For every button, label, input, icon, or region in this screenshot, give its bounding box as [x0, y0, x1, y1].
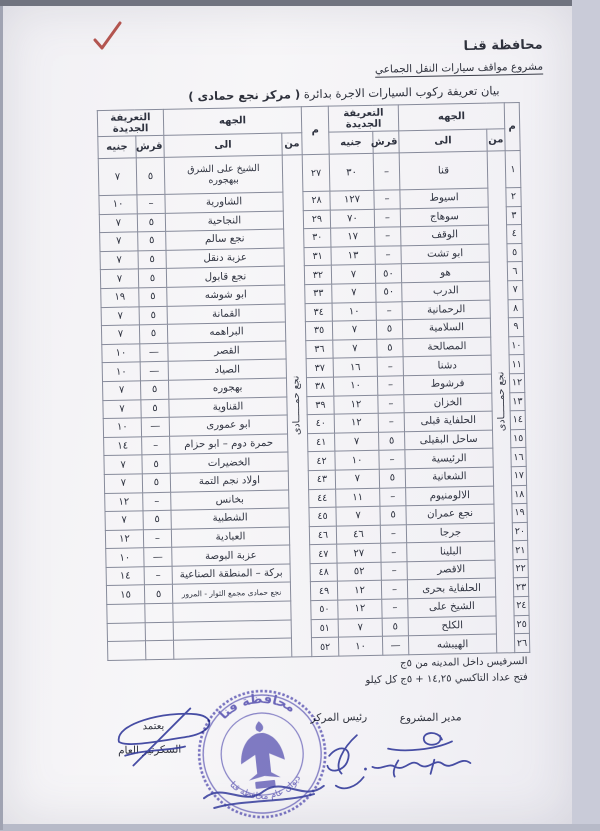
- pounds-cell-right: ١٦: [333, 358, 377, 377]
- piasters-cell-right: –: [375, 246, 401, 265]
- piasters-cell-right: –: [377, 376, 403, 395]
- pounds-cell-right: ٢٧: [337, 544, 381, 563]
- piasters-cell-left: –: [143, 492, 171, 511]
- pounds-cell-left: ١٠: [102, 362, 140, 381]
- row-number-cell-right: ١١: [509, 355, 524, 374]
- destination-cell-left: البراهمه: [167, 322, 285, 343]
- governorate-title: محافظة قنـا: [463, 37, 543, 55]
- destination-cell-right: نجع عمران: [406, 504, 494, 524]
- piasters-cell-right: –: [375, 227, 401, 246]
- row-number-cell-right: ١٦: [511, 448, 526, 467]
- col-header-piasters-right: قرش: [373, 131, 399, 153]
- piasters-cell-right: ٥٠: [375, 264, 401, 283]
- row-number-cell-left: ٣٠: [304, 228, 331, 247]
- pounds-cell-right: ٧: [333, 339, 377, 358]
- destination-cell-right: الرئيسية: [405, 448, 493, 468]
- col-header-side-left: الجهه: [163, 107, 301, 136]
- col-header-piasters-left: قرش: [136, 135, 164, 158]
- piasters-cell-right: –: [377, 357, 403, 376]
- piasters-cell-right: –: [381, 543, 407, 562]
- piasters-cell-right: ٥: [380, 506, 406, 525]
- pounds-cell-right: ١١: [336, 488, 380, 507]
- pounds-cell-right: ٤٦: [336, 525, 380, 544]
- piasters-cell-left: —: [141, 417, 169, 436]
- piasters-cell-left: ٥: [139, 324, 167, 343]
- row-number-cell-right: ٢٦: [514, 634, 529, 653]
- piasters-cell-left: [145, 640, 173, 659]
- piasters-cell-right: –: [378, 394, 404, 413]
- destination-cell-left: الشطبية: [171, 508, 289, 529]
- destination-cell-right: الكلح: [408, 616, 496, 636]
- destination-cell-right: الهيبشه: [408, 634, 496, 654]
- row-number-cell-left: ٣٢: [304, 266, 331, 285]
- row-number-cell-left: ٢٧: [302, 154, 330, 192]
- destination-cell-right: هو: [401, 262, 489, 282]
- from-vertical-text-right: نجع حمــــــادى: [494, 371, 508, 432]
- pounds-cell-left: ٧: [103, 399, 141, 418]
- destination-cell-right: قنا: [399, 151, 488, 190]
- piasters-cell-left: ٥: [136, 157, 165, 195]
- row-number-cell-right: ١: [505, 150, 521, 187]
- pounds-cell-right: ١٢: [338, 599, 382, 618]
- row-number-cell-left: ٤٨: [310, 563, 337, 582]
- row-number-cell-left: ٣٩: [307, 396, 334, 415]
- row-number-cell-right: ٢٠: [512, 522, 527, 541]
- row-number-cell-left: ٥٠: [311, 600, 338, 619]
- piasters-cell-right: ٥: [377, 339, 403, 358]
- piasters-cell-left: ٥: [143, 510, 171, 529]
- pounds-cell-left: ٧: [102, 381, 140, 400]
- pounds-cell-right: ١٢: [334, 413, 378, 432]
- destination-cell-left: القصر: [168, 341, 286, 362]
- piasters-cell-right: –: [381, 562, 407, 581]
- pounds-cell-left: ١٤: [104, 437, 142, 456]
- row-number-cell-right: ٧: [508, 280, 523, 299]
- title-text: بيان تعريفة ركوب السيارات الاجرة بدائرة: [303, 83, 500, 102]
- destination-cell-right: جرجا: [406, 523, 494, 543]
- row-number-cell-left: ٤٦: [309, 526, 336, 545]
- center-head-label: رئيس المركز: [310, 711, 368, 725]
- col-header-tariff-left: التعريفة الجديدة: [97, 109, 164, 136]
- row-number-cell-left: ٣٣: [305, 284, 332, 303]
- pounds-cell-right: ٧: [335, 432, 379, 451]
- destination-cell-left: العبادية: [171, 527, 289, 548]
- tariff-table: [97, 102, 531, 661]
- destination-cell-right: دشنا: [403, 355, 491, 375]
- document-title: [188, 83, 499, 103]
- row-number-cell-right: ١٢: [509, 373, 524, 392]
- col-header-from-right: من: [487, 129, 505, 151]
- piasters-cell-left: ٥: [142, 455, 170, 474]
- meter-note: فتح عداد التاكسي ١٤,٢٥ + ٥ج كل كيلو: [365, 671, 528, 687]
- pounds-cell-right: ١٢: [337, 581, 381, 600]
- destination-cell-left: ابو شوشه: [167, 285, 285, 306]
- piasters-cell-right: –: [374, 208, 400, 227]
- pounds-cell-left: ١٤: [106, 567, 144, 586]
- piasters-cell-right: ٥: [379, 431, 405, 450]
- piasters-cell-right: –: [376, 301, 402, 320]
- row-number-cell-right: ٦: [507, 262, 522, 281]
- pounds-cell-right: ٣٠: [329, 153, 374, 191]
- row-number-cell-left: ٤٧: [310, 544, 337, 563]
- row-number-cell-right: ٣: [506, 206, 521, 225]
- pounds-cell-left: [107, 622, 145, 641]
- destination-cell-left: عزبة البوصة: [172, 545, 290, 566]
- piasters-cell-left: —: [144, 548, 172, 567]
- piasters-cell-right: ٥٠: [376, 283, 402, 302]
- piasters-cell-right: ٥: [379, 469, 405, 488]
- pounds-cell-right: ١٣: [331, 246, 375, 265]
- piasters-cell-right: –: [382, 599, 408, 618]
- piasters-cell-left: –: [143, 529, 171, 548]
- pounds-cell-right: ١٧: [331, 227, 375, 246]
- piasters-cell-left: ٥: [141, 399, 169, 418]
- pounds-cell-right: ٥٢: [337, 562, 381, 581]
- pounds-cell-left: ١٢: [105, 492, 143, 511]
- col-header-num-left: م: [301, 106, 329, 155]
- piasters-cell-left: ٥: [138, 250, 166, 269]
- row-number-cell-right: ١٨: [512, 485, 527, 504]
- destination-cell-right: السلامية: [402, 318, 490, 338]
- destination-cell-left: القمانة: [167, 304, 285, 325]
- piasters-cell-right: –: [379, 450, 405, 469]
- piasters-cell-right: ٥: [376, 320, 402, 339]
- destination-cell-right: الدرب: [402, 281, 490, 301]
- pounds-cell-left: ٧: [101, 306, 139, 325]
- destination-cell-left: الشاورية: [165, 192, 283, 213]
- piasters-cell-left: ٥: [138, 232, 166, 251]
- destination-cell-left: [173, 638, 291, 659]
- piasters-cell-left: –: [137, 194, 165, 213]
- destination-cell-left: [173, 620, 291, 641]
- from-vertical-text-left: نجع حمــــــادى: [290, 375, 304, 436]
- destination-cell-right: سوهاج: [400, 207, 488, 227]
- row-number-cell-right: ٢٥: [514, 615, 529, 634]
- row-number-cell-right: ٤: [507, 225, 522, 244]
- row-number-cell-left: ٤٢: [308, 451, 335, 470]
- row-number-cell-left: ٤٥: [309, 507, 336, 526]
- destination-cell-left: نجع قابول: [166, 266, 284, 287]
- pounds-cell-right: ٧: [331, 265, 375, 284]
- pounds-cell-left: ١٥: [106, 585, 144, 604]
- row-number-cell-right: ٥: [507, 243, 522, 262]
- piasters-cell-right: –: [381, 580, 407, 599]
- row-number-cell-left: ٥٢: [311, 637, 338, 656]
- destination-cell-left: بهجوره: [168, 378, 286, 399]
- pounds-cell-left: ٧: [105, 511, 143, 530]
- destination-cell-right: الحلفاية قبلى: [404, 411, 492, 431]
- row-number-cell-right: ١٩: [512, 504, 527, 523]
- stamp-overlay-scribble: [194, 772, 335, 815]
- row-number-cell-right: ١٥: [510, 429, 525, 448]
- pounds-cell-left: ٧: [100, 232, 138, 251]
- destination-cell-right: البلينا: [407, 541, 495, 561]
- row-number-cell-right: ٩: [508, 318, 523, 337]
- piasters-cell-right: –: [374, 190, 400, 209]
- destination-cell-right: الخزان: [404, 393, 492, 413]
- service-note: السرفيس داخل المدينه من ٥ج: [400, 655, 528, 670]
- pounds-cell-right: ١٢٧: [330, 190, 374, 209]
- col-header-num-right: م: [504, 103, 520, 151]
- piasters-cell-left: —: [140, 343, 168, 362]
- pounds-cell-right: ١٠: [338, 636, 382, 655]
- secretary-label: السكرتير العام: [117, 743, 182, 757]
- pounds-cell-left: ١٠: [103, 418, 141, 437]
- stamp-top-text: محافظة قنا: [216, 691, 298, 723]
- pounds-cell-right: ٧٠: [330, 209, 374, 228]
- piasters-cell-left: ٥: [144, 585, 172, 604]
- pounds-cell-right: ٧: [335, 469, 379, 488]
- row-number-cell-right: ١٧: [511, 466, 526, 485]
- piasters-cell-right: ٥: [382, 617, 408, 636]
- piasters-cell-right: –: [378, 413, 404, 432]
- piasters-cell-left: ٥: [142, 473, 170, 492]
- destination-cell-left: بخانس: [171, 490, 289, 511]
- destination-cell-left: بركة – المنطقة الصناعية: [172, 564, 290, 585]
- row-number-cell-right: ٢١: [513, 541, 528, 560]
- row-number-cell-left: ٣٤: [305, 303, 332, 322]
- piasters-cell-right: —: [382, 636, 408, 655]
- pounds-cell-right: ٧: [336, 506, 380, 525]
- row-number-cell-right: ٢٤: [514, 596, 529, 615]
- col-header-from-left: من: [282, 133, 302, 155]
- row-number-cell-left: ٣١: [304, 247, 331, 266]
- pounds-cell-right: ١٠: [335, 451, 379, 470]
- row-number-cell-left: ٣٥: [305, 321, 332, 340]
- pounds-cell-left: ١٠: [106, 548, 144, 567]
- row-number-cell-left: ٢٨: [303, 191, 330, 210]
- pounds-cell-left: ١٢: [105, 529, 143, 548]
- row-number-cell-left: ٣٧: [306, 358, 333, 377]
- destination-cell-left: النجاحية: [165, 211, 283, 232]
- row-number-cell-left: ٤٣: [308, 470, 335, 489]
- pounds-cell-left: ٧: [104, 455, 142, 474]
- row-number-cell-left: ٥١: [311, 619, 338, 638]
- project-line: مشروع مواقف سيارات النقل الجماعي: [374, 60, 544, 76]
- destination-cell-left: القناوية: [169, 397, 287, 418]
- piasters-cell-right: –: [373, 153, 400, 190]
- paper: [3, 6, 572, 824]
- destination-cell-left: الشيخ على الشرق ببهجوره: [164, 155, 283, 194]
- title-center-name: ( مركز نجع حمادى ): [188, 87, 301, 104]
- col-header-tariff-right: التعريفة الجديدة: [328, 105, 399, 132]
- piasters-cell-left: ٥: [139, 287, 167, 306]
- pounds-cell-right: ١٢: [334, 395, 378, 414]
- pounds-cell-right: ٧: [338, 618, 382, 637]
- piasters-cell-left: ٥: [140, 380, 168, 399]
- row-number-cell-right: ٨: [508, 299, 523, 318]
- pounds-cell-left: [107, 604, 145, 623]
- pounds-cell-right: ٧: [332, 320, 376, 339]
- destination-cell-left: اولاد نجم التمة: [170, 471, 288, 492]
- destination-cell-right: الرحمانية: [402, 300, 490, 320]
- approval-label: يعتمد: [142, 720, 165, 733]
- row-number-cell-right: ١٠: [509, 336, 524, 355]
- pounds-cell-left: ١٠: [99, 195, 137, 214]
- row-number-cell-left: ٤٩: [310, 582, 337, 601]
- pounds-cell-left: ١٩: [101, 288, 139, 307]
- piasters-cell-left: ٥: [138, 269, 166, 288]
- pounds-cell-left: ٧: [104, 474, 142, 493]
- piasters-cell-left: –: [142, 436, 170, 455]
- pounds-cell-left: ١٠: [102, 344, 140, 363]
- col-header-to-left: الى: [164, 133, 282, 157]
- destination-cell-left: نجع حمادى مجمع الثوار - المرور: [172, 582, 290, 603]
- destination-cell-left: نجع سالم: [166, 229, 284, 250]
- row-number-cell-left: ٢٩: [303, 210, 330, 229]
- destination-cell-right: ابو تشت: [401, 244, 489, 264]
- col-header-pounds-right: جنيه: [329, 131, 373, 154]
- row-number-cell-left: ٤٤: [309, 489, 336, 508]
- row-number-cell-left: ٤٠: [307, 414, 334, 433]
- row-number-cell-right: ١٣: [510, 392, 525, 411]
- project-manager-label: مدير المشروع: [399, 711, 462, 725]
- destination-cell-right: المصالحة: [403, 337, 491, 357]
- destination-cell-right: الشعانية: [405, 467, 493, 487]
- document-content: [1, 0, 586, 826]
- tariff-table-body: [98, 150, 530, 660]
- piasters-cell-right: –: [380, 524, 406, 543]
- pounds-cell-right: ١٠: [333, 376, 377, 395]
- pounds-cell-left: ٧: [98, 158, 137, 196]
- row-number-cell-left: ٤١: [308, 433, 335, 452]
- pounds-cell-right: ٧: [332, 283, 376, 302]
- piasters-cell-left: [145, 622, 173, 641]
- destination-cell-right: الوقف: [401, 225, 489, 245]
- piasters-cell-left: —: [140, 362, 168, 381]
- destination-cell-right: اسيوط: [400, 188, 488, 208]
- piasters-cell-left: [145, 603, 173, 622]
- col-header-side-right: الجهه: [398, 103, 504, 131]
- row-number-cell-right: ١٤: [510, 411, 525, 430]
- destination-cell-right: الالومنيوم: [406, 486, 494, 506]
- col-header-to-right: الى: [399, 129, 487, 153]
- row-number-cell-right: ٢٣: [513, 578, 528, 597]
- pounds-cell-left: ٧: [101, 325, 139, 344]
- destination-cell-left: الصياد: [168, 359, 286, 380]
- destination-cell-right: الاقصر: [407, 560, 495, 580]
- destination-cell-left: الخضيرات: [170, 452, 288, 473]
- piasters-cell-left: ٥: [137, 213, 165, 232]
- pounds-cell-left: ٧: [100, 251, 138, 270]
- destination-cell-right: فرشوط: [403, 374, 491, 394]
- destination-cell-right: الحلفاية بحرى: [407, 579, 495, 599]
- destination-cell-right: الشيخ على: [408, 597, 496, 617]
- tariff-table-header: [97, 103, 520, 159]
- pounds-cell-left: [107, 641, 145, 660]
- pounds-cell-left: ٧: [99, 213, 137, 232]
- destination-cell-left: حمرة دوم – ابو حزام: [170, 434, 288, 455]
- piasters-cell-right: –: [380, 487, 406, 506]
- pounds-cell-left: ٧: [100, 269, 138, 288]
- row-number-cell-right: ٢: [506, 187, 521, 206]
- destination-cell-left: [173, 601, 291, 622]
- destination-cell-left: ابو عمورى: [169, 415, 287, 436]
- piasters-cell-left: ٥: [139, 306, 167, 325]
- destination-cell-left: عزبة دنقل: [166, 248, 284, 269]
- pounds-cell-right: ١٠: [332, 302, 376, 321]
- row-number-cell-left: ٣٨: [306, 377, 333, 396]
- row-number-cell-right: ٢٢: [513, 559, 528, 578]
- col-header-pounds-left: جنيه: [98, 136, 136, 159]
- destination-cell-right: ساحل البقيلى: [405, 430, 493, 450]
- piasters-cell-left: –: [144, 566, 172, 585]
- row-number-cell-left: ٣٦: [306, 340, 333, 359]
- stamp-bottom-text: ديوان عام محافظة قنا: [227, 773, 304, 803]
